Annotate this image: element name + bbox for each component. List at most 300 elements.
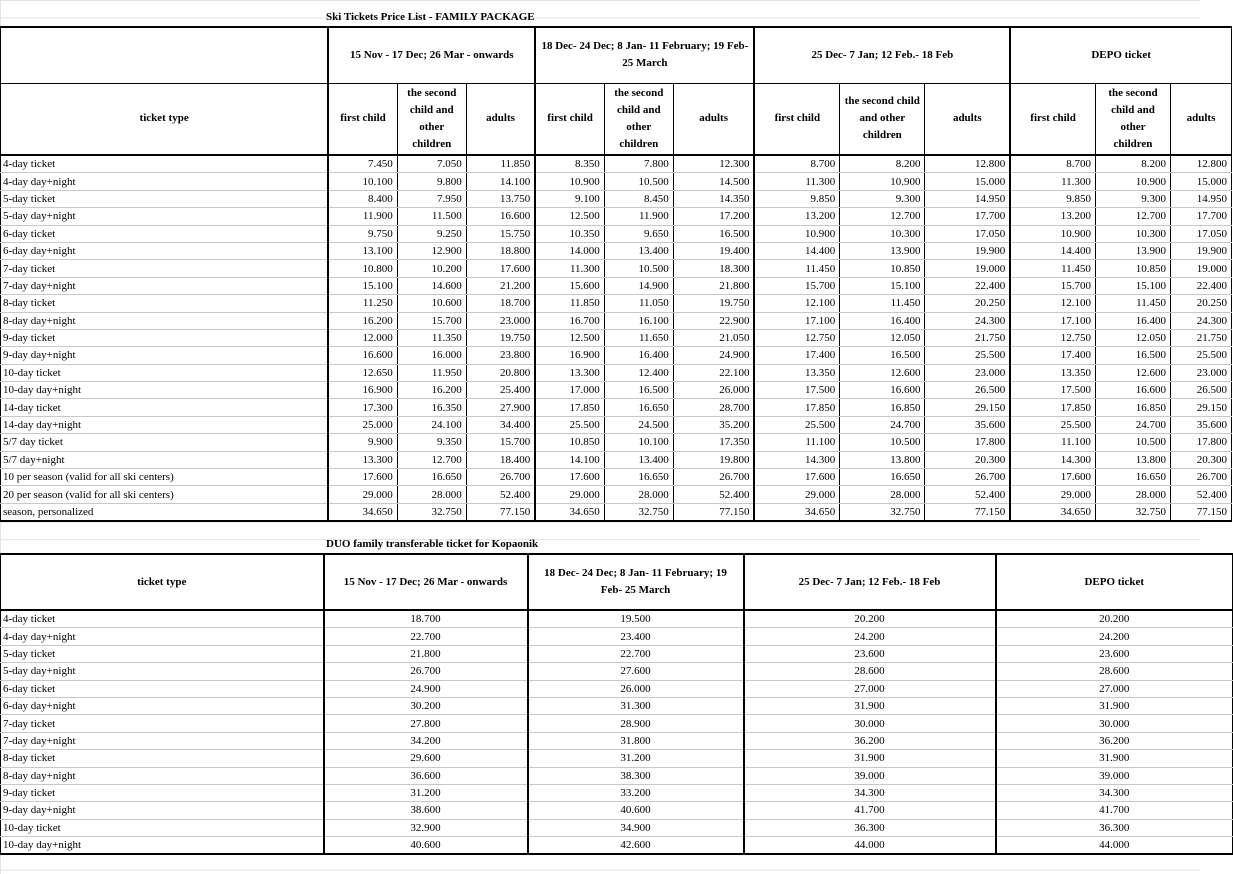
ticket-type-cell: 4-day day+night [1, 173, 329, 190]
price-cell: 26.700 [466, 469, 535, 486]
price-cell: 16.650 [604, 469, 673, 486]
table-row [1, 697, 1233, 714]
ticket-type-header: ticket type [1, 83, 329, 155]
price-cell: 77.150 [466, 503, 535, 521]
subheader-cell: first child [535, 83, 604, 155]
price-cell: 13.300 [328, 451, 397, 468]
ticket-type-cell: 6-day ticket [1, 225, 329, 242]
price-cell: 15.700 [754, 277, 839, 294]
price-cell: 17.500 [754, 382, 839, 399]
price-cell: 10.100 [604, 434, 673, 451]
ticket-type-cell: 8-day day+night [1, 767, 324, 784]
price-cell: 11.900 [328, 208, 397, 225]
price-cell: 16.000 [397, 347, 466, 364]
price-cell: 22.400 [1171, 277, 1232, 294]
price-cell: 16.650 [840, 469, 925, 486]
table-row [1, 295, 1232, 312]
price-cell: 27.800 [324, 715, 528, 732]
price-cell: 17.400 [1010, 347, 1095, 364]
price-cell: 16.200 [328, 312, 397, 329]
price-cell: 29.150 [1171, 399, 1232, 416]
table-row [1, 347, 1232, 364]
price-cell: 26.700 [1171, 469, 1232, 486]
price-cell: 16.400 [1095, 312, 1170, 329]
table-row [1, 329, 1232, 346]
table-row [1, 364, 1232, 381]
price-cell: 10.500 [840, 434, 925, 451]
period-header: DEPO ticket [1010, 27, 1231, 83]
price-cell: 8.400 [328, 190, 397, 207]
price-cell: 21.750 [925, 329, 1010, 346]
price-cell: 20.250 [1171, 295, 1232, 312]
price-cell: 9.800 [397, 173, 466, 190]
price-cell: 34.300 [744, 784, 996, 801]
price-cell: 32.750 [397, 503, 466, 521]
price-cell: 14.300 [1010, 451, 1095, 468]
price-cell: 11.500 [397, 208, 466, 225]
subheader-cell: first child [328, 83, 397, 155]
table-row [1, 382, 1232, 399]
price-cell: 9.300 [1095, 190, 1170, 207]
price-cell: 8.700 [754, 155, 839, 173]
price-cell: 17.600 [535, 469, 604, 486]
price-cell: 19.750 [673, 295, 754, 312]
price-cell: 20.800 [466, 364, 535, 381]
ticket-type-cell: 9-day day+night [1, 802, 324, 819]
price-cell: 31.800 [528, 732, 744, 749]
price-cell: 8.200 [840, 155, 925, 173]
subheader-cell: adults [1171, 83, 1232, 155]
price-cell: 17.700 [925, 208, 1010, 225]
table-row [1, 312, 1232, 329]
price-cell: 17.850 [535, 399, 604, 416]
ticket-type-cell: 5-day day+night [1, 663, 324, 680]
ticket-type-cell: 8-day day+night [1, 312, 329, 329]
price-cell: 25.500 [535, 416, 604, 433]
price-cell: 30.000 [996, 715, 1233, 732]
price-cell: 12.700 [840, 208, 925, 225]
price-cell: 16.900 [328, 382, 397, 399]
price-cell: 13.200 [754, 208, 839, 225]
table-row [1, 190, 1232, 207]
price-cell: 16.650 [397, 469, 466, 486]
ticket-type-cell: 9-day ticket [1, 784, 324, 801]
price-cell: 16.400 [604, 347, 673, 364]
price-cell: 15.700 [1010, 277, 1095, 294]
price-cell: 27.600 [528, 663, 744, 680]
price-cell: 34.300 [996, 784, 1233, 801]
table-row [1, 680, 1233, 697]
price-cell: 23.600 [996, 645, 1233, 662]
price-cell: 17.600 [466, 260, 535, 277]
price-cell: 12.100 [754, 295, 839, 312]
price-cell: 25.500 [925, 347, 1010, 364]
price-cell: 19.400 [673, 242, 754, 259]
price-cell: 17.100 [1010, 312, 1095, 329]
price-cell: 16.900 [535, 347, 604, 364]
period-header: 25 Dec- 7 Jan; 12 Feb.- 18 Feb [754, 27, 1010, 83]
price-cell: 18.800 [466, 242, 535, 259]
duo-price-table [0, 553, 1233, 855]
price-cell: 12.050 [840, 329, 925, 346]
price-cell: 8.350 [535, 155, 604, 173]
ticket-type-cell: 6-day day+night [1, 242, 329, 259]
price-cell: 11.450 [1010, 260, 1095, 277]
blank-header-cell [1, 27, 329, 83]
price-cell: 35.600 [1171, 416, 1232, 433]
price-cell: 11.350 [397, 329, 466, 346]
price-cell: 11.300 [754, 173, 839, 190]
price-cell: 31.200 [324, 784, 528, 801]
price-cell: 12.500 [535, 329, 604, 346]
price-cell: 10.900 [535, 173, 604, 190]
price-cell: 8.200 [1095, 155, 1170, 173]
price-cell: 25.500 [1171, 347, 1232, 364]
price-cell: 44.000 [744, 837, 996, 855]
price-cell: 19.800 [673, 451, 754, 468]
price-cell: 10.300 [1095, 225, 1170, 242]
price-cell: 14.400 [1010, 242, 1095, 259]
price-cell: 11.650 [604, 329, 673, 346]
price-cell: 23.000 [466, 312, 535, 329]
period-header: 15 Nov - 17 Dec; 26 Mar - onwards [324, 554, 528, 610]
price-cell: 16.700 [535, 312, 604, 329]
ticket-type-cell: 20 per season (valid for all ski centers) [1, 486, 329, 503]
price-cell: 32.750 [840, 503, 925, 521]
price-cell: 26.700 [673, 469, 754, 486]
price-cell: 38.600 [324, 802, 528, 819]
subheader-cell: adults [466, 83, 535, 155]
price-cell: 7.050 [397, 155, 466, 173]
price-cell: 9.850 [1010, 190, 1095, 207]
subheader-cell: adults [673, 83, 754, 155]
ticket-type-cell: 9-day ticket [1, 329, 329, 346]
price-cell: 21.750 [1171, 329, 1232, 346]
price-cell: 20.300 [925, 451, 1010, 468]
price-cell: 15.100 [328, 277, 397, 294]
price-cell: 33.200 [528, 784, 744, 801]
price-cell: 11.100 [754, 434, 839, 451]
price-cell: 10.500 [1095, 434, 1170, 451]
price-cell: 14.350 [673, 190, 754, 207]
subheader-cell: the second child and other children [397, 83, 466, 155]
price-cell: 36.200 [996, 732, 1233, 749]
price-cell: 11.950 [397, 364, 466, 381]
period-header: 15 Nov - 17 Dec; 26 Mar - onwards [328, 27, 535, 83]
subheader-cell: adults [925, 83, 1010, 155]
price-cell: 35.200 [673, 416, 754, 433]
ticket-type-cell: 5-day day+night [1, 208, 329, 225]
price-cell: 16.650 [1095, 469, 1170, 486]
price-cell: 15.600 [535, 277, 604, 294]
price-cell: 11.300 [1010, 173, 1095, 190]
price-cell: 14.000 [535, 242, 604, 259]
price-cell: 12.100 [1010, 295, 1095, 312]
price-cell: 36.600 [324, 767, 528, 784]
price-cell: 10.850 [840, 260, 925, 277]
price-cell: 39.000 [744, 767, 996, 784]
price-cell: 26.700 [324, 663, 528, 680]
price-cell: 24.900 [324, 680, 528, 697]
price-cell: 34.650 [754, 503, 839, 521]
price-cell: 17.700 [1171, 208, 1232, 225]
price-cell: 16.600 [1095, 382, 1170, 399]
price-cell: 42.600 [528, 837, 744, 855]
price-cell: 14.300 [754, 451, 839, 468]
price-cell: 24.100 [397, 416, 466, 433]
price-cell: 23.400 [528, 628, 744, 645]
price-cell: 22.700 [324, 628, 528, 645]
price-cell: 9.300 [840, 190, 925, 207]
price-cell: 10.500 [604, 260, 673, 277]
price-cell: 14.600 [397, 277, 466, 294]
price-cell: 35.600 [925, 416, 1010, 433]
price-cell: 27.000 [996, 680, 1233, 697]
price-cell: 18.400 [466, 451, 535, 468]
price-cell: 31.300 [528, 697, 744, 714]
price-cell: 28.000 [604, 486, 673, 503]
ticket-type-cell: season, personalized [1, 503, 329, 521]
price-cell: 22.100 [673, 364, 754, 381]
price-cell: 11.450 [754, 260, 839, 277]
price-cell: 22.900 [673, 312, 754, 329]
price-cell: 19.900 [1171, 242, 1232, 259]
price-cell: 7.950 [397, 190, 466, 207]
period-header: 25 Dec- 7 Jan; 12 Feb.- 18 Feb [744, 554, 996, 610]
price-cell: 12.900 [397, 242, 466, 259]
price-cell: 34.200 [324, 732, 528, 749]
subheader-cell: the second child and other children [1095, 83, 1170, 155]
price-cell: 77.150 [673, 503, 754, 521]
price-cell: 16.500 [673, 225, 754, 242]
ticket-type-cell: 9-day day+night [1, 347, 329, 364]
price-cell: 16.500 [1095, 347, 1170, 364]
price-cell: 17.300 [328, 399, 397, 416]
table-row [1, 837, 1233, 855]
price-cell: 10.200 [397, 260, 466, 277]
subheader-cell: first child [754, 83, 839, 155]
price-cell: 9.850 [754, 190, 839, 207]
price-cell: 13.350 [754, 364, 839, 381]
price-cell: 28.000 [1095, 486, 1170, 503]
price-cell: 12.300 [673, 155, 754, 173]
price-cell: 21.800 [324, 645, 528, 662]
price-cell: 30.200 [324, 697, 528, 714]
price-cell: 25.000 [328, 416, 397, 433]
price-cell: 9.650 [604, 225, 673, 242]
table-row [1, 610, 1233, 628]
price-cell: 29.600 [324, 750, 528, 767]
ticket-type-cell: 10 per season (valid for all ski centers) [1, 469, 329, 486]
price-cell: 17.600 [328, 469, 397, 486]
price-cell: 16.600 [328, 347, 397, 364]
price-cell: 28.600 [744, 663, 996, 680]
price-cell: 18.700 [466, 295, 535, 312]
price-cell: 12.600 [840, 364, 925, 381]
price-cell: 26.000 [673, 382, 754, 399]
price-cell: 18.700 [324, 610, 528, 628]
table-row [1, 416, 1232, 433]
ticket-type-cell: 10-day day+night [1, 837, 324, 855]
price-cell: 38.300 [528, 767, 744, 784]
price-cell: 12.750 [754, 329, 839, 346]
price-cell: 7.450 [328, 155, 397, 173]
price-cell: 22.400 [925, 277, 1010, 294]
price-cell: 19.000 [925, 260, 1010, 277]
price-cell: 24.200 [996, 628, 1233, 645]
family-title: Ski Tickets Price List - FAMILY PACKAGE [326, 11, 535, 23]
price-cell: 52.400 [466, 486, 535, 503]
table-row [1, 663, 1233, 680]
subheader-cell: the second child and other children [840, 83, 925, 155]
price-cell: 11.900 [604, 208, 673, 225]
price-cell: 9.900 [328, 434, 397, 451]
price-cell: 9.750 [328, 225, 397, 242]
price-cell: 12.400 [604, 364, 673, 381]
family-price-table [0, 26, 1232, 522]
price-cell: 19.750 [466, 329, 535, 346]
price-cell: 8.450 [604, 190, 673, 207]
price-cell: 16.350 [397, 399, 466, 416]
ticket-type-cell: 14-day ticket [1, 399, 329, 416]
period-header: DEPO ticket [996, 554, 1233, 610]
price-cell: 17.050 [1171, 225, 1232, 242]
period-header: 18 Dec- 24 Dec; 8 Jan- 11 February; 19 Feb- 25 March [535, 27, 754, 83]
price-cell: 23.800 [466, 347, 535, 364]
ticket-type-cell: 5/7 day ticket [1, 434, 329, 451]
price-cell: 52.400 [673, 486, 754, 503]
table-row [1, 277, 1232, 294]
price-cell: 13.900 [840, 242, 925, 259]
price-cell: 10.850 [1095, 260, 1170, 277]
price-cell: 24.500 [604, 416, 673, 433]
price-cell: 10.900 [1010, 225, 1095, 242]
price-cell: 29.000 [1010, 486, 1095, 503]
table-row [1, 628, 1233, 645]
price-cell: 16.500 [840, 347, 925, 364]
table-row [1, 767, 1233, 784]
price-cell: 9.250 [397, 225, 466, 242]
price-cell: 10.800 [328, 260, 397, 277]
price-cell: 11.450 [1095, 295, 1170, 312]
price-cell: 15.100 [840, 277, 925, 294]
ticket-type-cell: 8-day ticket [1, 295, 329, 312]
price-cell: 13.750 [466, 190, 535, 207]
price-cell: 17.850 [1010, 399, 1095, 416]
table-row [1, 242, 1232, 259]
price-cell: 11.250 [328, 295, 397, 312]
price-cell: 16.850 [1095, 399, 1170, 416]
price-cell: 10.900 [754, 225, 839, 242]
table-row [1, 399, 1232, 416]
price-cell: 28.000 [397, 486, 466, 503]
ticket-type-cell: 4-day day+night [1, 628, 324, 645]
table-row [1, 434, 1232, 451]
price-cell: 77.150 [925, 503, 1010, 521]
price-cell: 17.600 [1010, 469, 1095, 486]
price-cell: 28.600 [996, 663, 1233, 680]
price-cell: 12.800 [1171, 155, 1232, 173]
price-cell: 28.000 [840, 486, 925, 503]
price-cell: 25.400 [466, 382, 535, 399]
price-cell: 10.600 [397, 295, 466, 312]
price-cell: 77.150 [1171, 503, 1232, 521]
price-cell: 13.400 [604, 451, 673, 468]
price-cell: 16.600 [840, 382, 925, 399]
price-cell: 15.750 [466, 225, 535, 242]
price-cell: 10.300 [840, 225, 925, 242]
price-cell: 34.650 [535, 503, 604, 521]
price-cell: 12.700 [397, 451, 466, 468]
price-cell: 16.200 [397, 382, 466, 399]
price-cell: 34.900 [528, 819, 744, 836]
price-cell: 31.900 [996, 750, 1233, 767]
price-cell: 17.000 [535, 382, 604, 399]
table-row [1, 451, 1232, 468]
price-cell: 36.300 [744, 819, 996, 836]
ticket-type-cell: 10-day ticket [1, 364, 329, 381]
price-cell: 14.900 [604, 277, 673, 294]
price-cell: 15.000 [925, 173, 1010, 190]
price-cell: 40.600 [324, 837, 528, 855]
price-cell: 21.800 [673, 277, 754, 294]
price-cell: 17.050 [925, 225, 1010, 242]
table-row [1, 469, 1232, 486]
price-cell: 36.300 [996, 819, 1233, 836]
price-cell: 29.000 [328, 486, 397, 503]
price-cell: 12.050 [1095, 329, 1170, 346]
price-cell: 26.700 [925, 469, 1010, 486]
price-cell: 32.900 [324, 819, 528, 836]
price-cell: 52.400 [925, 486, 1010, 503]
ticket-type-cell: 8-day ticket [1, 750, 324, 767]
price-cell: 17.200 [673, 208, 754, 225]
price-cell: 13.100 [328, 242, 397, 259]
period-header: 18 Dec- 24 Dec; 8 Jan- 11 February; 19 Feb- 25 March [528, 554, 744, 610]
price-cell: 30.000 [744, 715, 996, 732]
price-cell: 11.300 [535, 260, 604, 277]
price-cell: 10.900 [1095, 173, 1170, 190]
table-row [1, 715, 1233, 732]
price-cell: 20.200 [996, 610, 1233, 628]
price-cell: 36.200 [744, 732, 996, 749]
ticket-type-cell: 10-day day+night [1, 382, 329, 399]
ticket-type-cell: 5-day ticket [1, 645, 324, 662]
price-cell: 10.900 [840, 173, 925, 190]
price-cell: 41.700 [996, 802, 1233, 819]
table-row [1, 503, 1232, 521]
price-cell: 11.850 [535, 295, 604, 312]
price-cell: 29.000 [754, 486, 839, 503]
price-cell: 26.000 [528, 680, 744, 697]
price-cell: 23.000 [925, 364, 1010, 381]
price-cell: 13.900 [1095, 242, 1170, 259]
price-cell: 40.600 [528, 802, 744, 819]
price-cell: 12.000 [328, 329, 397, 346]
price-cell: 10.500 [604, 173, 673, 190]
price-cell: 31.900 [744, 697, 996, 714]
table-row [1, 486, 1232, 503]
price-cell: 15.700 [397, 312, 466, 329]
ticket-type-cell: 4-day ticket [1, 155, 329, 173]
price-cell: 17.850 [754, 399, 839, 416]
price-cell: 34.650 [1010, 503, 1095, 521]
price-cell: 11.100 [1010, 434, 1095, 451]
price-cell: 13.800 [840, 451, 925, 468]
price-cell: 14.100 [466, 173, 535, 190]
price-cell: 16.500 [604, 382, 673, 399]
ticket-type-cell: 6-day day+night [1, 697, 324, 714]
